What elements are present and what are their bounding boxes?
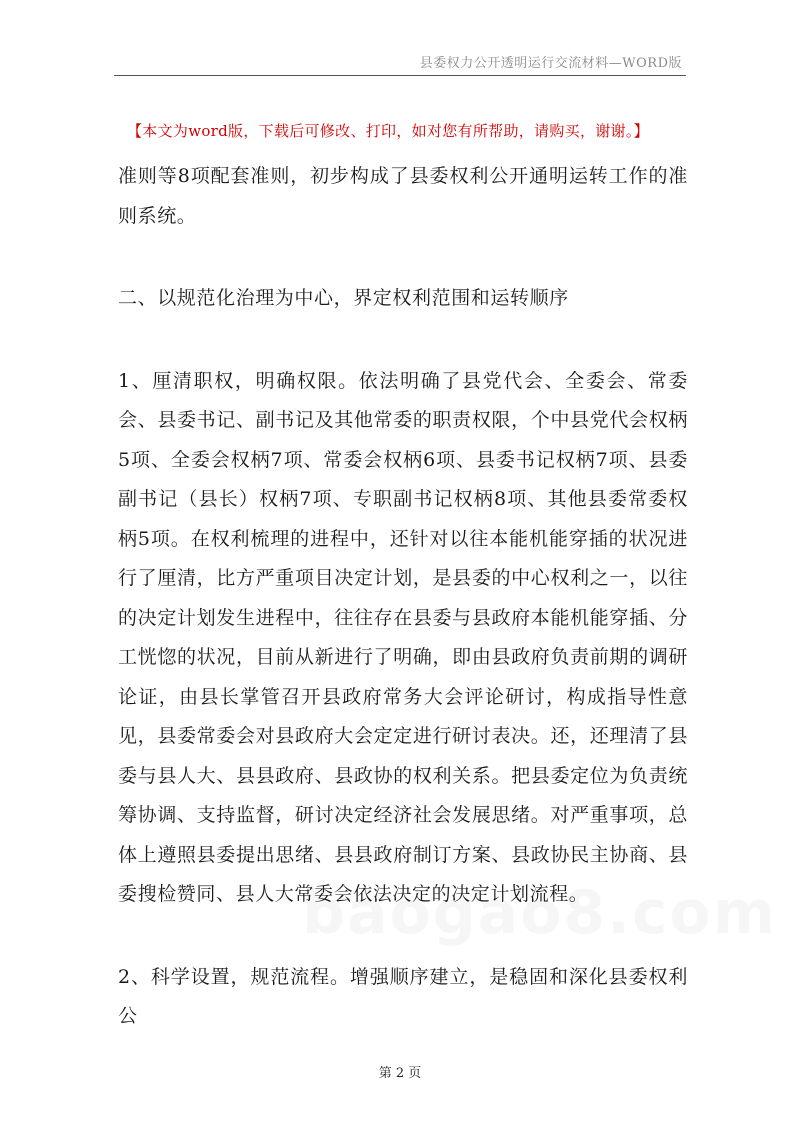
paragraph-item-2: 2、科学设置，规范流程。增强顺序建立，是稳固和深化县委权利公 (118, 965, 688, 1027)
paragraph-spacer (118, 236, 688, 279)
watermark (302, 878, 777, 948)
paragraph-item-1: 1、厘清职权，明确权限。依法明确了县党代会、全委会、常委会、县委书记、副书记及其他常委的职责权限，个中县党代会权柄5项、全委会权柄7项、常委会权柄6项、县委书记权柄7项、县委副书记（县长）权柄7项、专职副书记权柄8项、其他县委常委权柄5项。在权利梳理的进程中，还针对以往本能机能穿插的状况进行了厘清，比方严重项目决定计划，是县委的中心权利之一，以往的决定计划发生进程中，往往存在县委与县政府本能机能穿插、分工恍惚的状况，目前从新进行了明确，即由县政府负责前期的调研论证，由县长掌管召开县政府常务大会评论研讨，构成指导性意见，县委常委会对县政府大会定定进行研讨表决。还，还理清了县委与县人大、县县政府、县政协的权利关系。把县委定位为负责统筹协调、支持监督，研讨决定经济社会发展思绪。对严重事项，总体上遵照县委提出思绪、县县政府制订方案、县政协民主协商、县委搜检赞同、县人大常委会依法决定的决定计划流程。 (118, 369, 688, 905)
page-number: 第 2 页 (378, 1066, 422, 1081)
document-header-title: 县委权力公开透明运行交流材料—WORD版 (419, 56, 682, 71)
download-notice: 【本文为word版，下载后可修改、打印，如对您有所帮助，请购买，谢谢。】 (127, 122, 649, 140)
section-heading: 二、以规范化治理为中心，界定权利范围和运转顺序 (118, 287, 569, 309)
paragraph-continuation: 准则等8项配套准则，初步构成了县委权利公开通明运转工作的准则系统。 (118, 165, 688, 227)
paragraph-spacer (118, 319, 688, 362)
header-divider (114, 75, 686, 76)
